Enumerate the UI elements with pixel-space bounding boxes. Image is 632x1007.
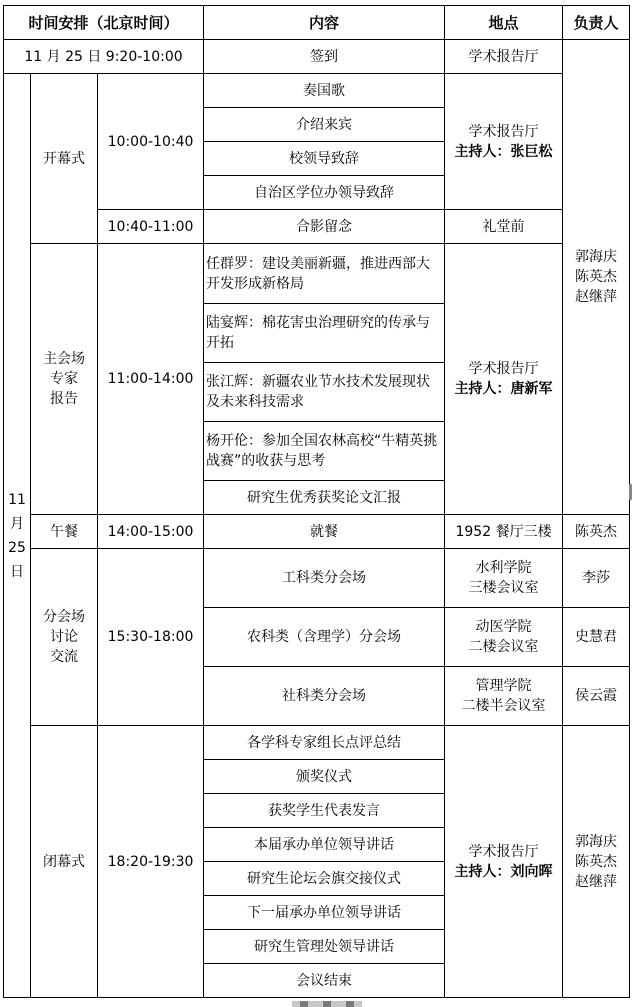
breakout-row — [4, 549, 630, 608]
keynote-label-line: 专家 — [50, 371, 78, 387]
breakout-owner: 史慧君 — [563, 608, 630, 667]
scroll-thumb[interactable] — [346, 1001, 354, 1007]
opening-location-cell — [445, 74, 563, 210]
opening-label: 开幕式 — [31, 74, 98, 244]
keynote-row — [4, 244, 630, 304]
breakout-owner: 侯云霞 — [563, 667, 630, 726]
opening-time: 10:00-10:40 — [98, 74, 204, 210]
signin-time: 11 月 25 日 9:20-10:00 — [4, 40, 204, 74]
page-scroll-bar[interactable] — [292, 1001, 362, 1007]
date-part: 11 — [8, 491, 26, 508]
keynote-talk: 杨开伦：参加全国农林高校“牛精英挑战赛”的收获与思考 — [204, 422, 445, 481]
breakout-location-line: 二楼半会议室 — [461, 698, 546, 714]
keynote-host: 主持人：唐新军 — [454, 381, 553, 397]
date-vertical — [4, 74, 31, 998]
breakout-label — [31, 549, 98, 726]
opening-item: 自治区学位办领导致辞 — [204, 176, 445, 210]
closing-item: 研究生管理处领导讲话 — [204, 930, 445, 964]
photo-content: 合影留念 — [204, 210, 445, 244]
owner-name: 陈英杰 — [575, 853, 618, 870]
breakout-location-line: 水利学院 — [475, 560, 532, 576]
keynote-location-cell — [445, 244, 563, 515]
breakout-label-line: 讨论 — [50, 629, 78, 645]
date-part: 25 — [8, 539, 26, 556]
closing-time: 18:20-19:30 — [98, 726, 204, 998]
closing-label: 闭幕式 — [31, 726, 98, 998]
owner-name: 郭海庆 — [575, 833, 618, 850]
breakout-location-line: 动医学院 — [475, 619, 532, 635]
lunch-row — [4, 515, 630, 549]
closing-owners-cell — [563, 726, 630, 998]
keynote-talk: 任群罗：建设美丽新疆，推进西部大开发形成新格局 — [204, 244, 445, 304]
keynote-label-line: 主会场 — [43, 351, 85, 367]
owners-main-cell — [563, 40, 630, 515]
closing-row — [4, 726, 630, 760]
header-time: 时间安排（北京时间） — [4, 6, 204, 40]
breakout-location-line: 二楼会议室 — [468, 639, 539, 655]
breakout-session: 社科类分会场 — [204, 667, 445, 726]
breakout-session: 工科类分会场 — [204, 549, 445, 608]
keynote-label — [31, 244, 98, 515]
opening-location: 学术报告厅 — [468, 123, 539, 140]
keynote-talk: 张江辉：新疆农业节水技术发展现状及未来科技需求 — [204, 363, 445, 422]
closing-item: 各学科专家组长点评总结 — [204, 726, 445, 760]
header-location: 地点 — [445, 6, 563, 40]
keynote-label-line: 报告 — [50, 391, 78, 407]
closing-item: 会议结束 — [204, 964, 445, 998]
closing-item: 研究生论坛会旗交接仪式 — [204, 862, 445, 896]
lunch-time: 14:00-15:00 — [98, 515, 204, 549]
signin-row — [4, 40, 630, 74]
breakout-owner: 李莎 — [563, 549, 630, 608]
owner-name: 赵继萍 — [575, 289, 618, 305]
closing-item: 下一届承办单位领导讲话 — [204, 896, 445, 930]
closing-item: 颁奖仪式 — [204, 760, 445, 794]
scroll-thumb[interactable] — [323, 1001, 331, 1007]
breakout-location — [445, 667, 563, 726]
closing-location-cell — [445, 726, 563, 998]
owner-name: 陈英杰 — [575, 269, 618, 285]
photo-row — [4, 210, 630, 244]
date-part: 月 — [10, 515, 24, 532]
closing-item: 获奖学生代表发言 — [204, 794, 445, 828]
keynote-talk: 陆宴辉：棉花害虫治理研究的传承与开拓 — [204, 304, 445, 363]
breakout-session: 农科类（含理学）分会场 — [204, 608, 445, 667]
signin-location: 学术报告厅 — [445, 40, 563, 74]
closing-location: 学术报告厅 — [468, 843, 539, 860]
keynote-award: 研究生优秀获奖论文汇报 — [204, 481, 445, 515]
breakout-location-line: 管理学院 — [475, 678, 532, 694]
date-part: 日 — [10, 563, 24, 580]
lunch-label: 午餐 — [31, 515, 98, 549]
photo-time: 10:40-11:00 — [98, 210, 204, 244]
breakout-location — [445, 549, 563, 608]
owner-name: 郭海庆 — [575, 249, 618, 265]
breakout-location-line: 三楼会议室 — [468, 580, 539, 596]
closing-item: 本届承办单位领导讲话 — [204, 828, 445, 862]
breakout-location — [445, 608, 563, 667]
scroll-thumb[interactable] — [300, 1001, 308, 1007]
breakout-time: 15:30-18:00 — [98, 549, 204, 726]
keynote-time: 11:00-14:00 — [98, 244, 204, 515]
closing-host: 主持人：刘向晖 — [454, 863, 553, 880]
opening-row — [4, 74, 630, 108]
header-content: 内容 — [204, 6, 445, 40]
opening-host: 主持人：张巨松 — [454, 143, 553, 160]
opening-item: 介绍来宾 — [204, 108, 445, 142]
lunch-location: 1952 餐厅三楼 — [445, 515, 563, 549]
photo-location: 礼堂前 — [445, 210, 563, 244]
lunch-owner: 陈英杰 — [563, 515, 630, 549]
lunch-content: 就餐 — [204, 515, 445, 549]
opening-item: 校领导致辞 — [204, 142, 445, 176]
signin-content: 签到 — [204, 40, 445, 74]
keynote-location: 学术报告厅 — [468, 361, 539, 377]
breakout-label-line: 分会场 — [43, 609, 85, 625]
header-row — [4, 6, 630, 40]
opening-item: 奏国歌 — [204, 74, 445, 108]
owner-name: 赵继萍 — [575, 873, 618, 890]
schedule-table — [3, 5, 630, 998]
header-owner: 负责人 — [563, 6, 630, 40]
breakout-label-line: 交流 — [50, 649, 78, 665]
